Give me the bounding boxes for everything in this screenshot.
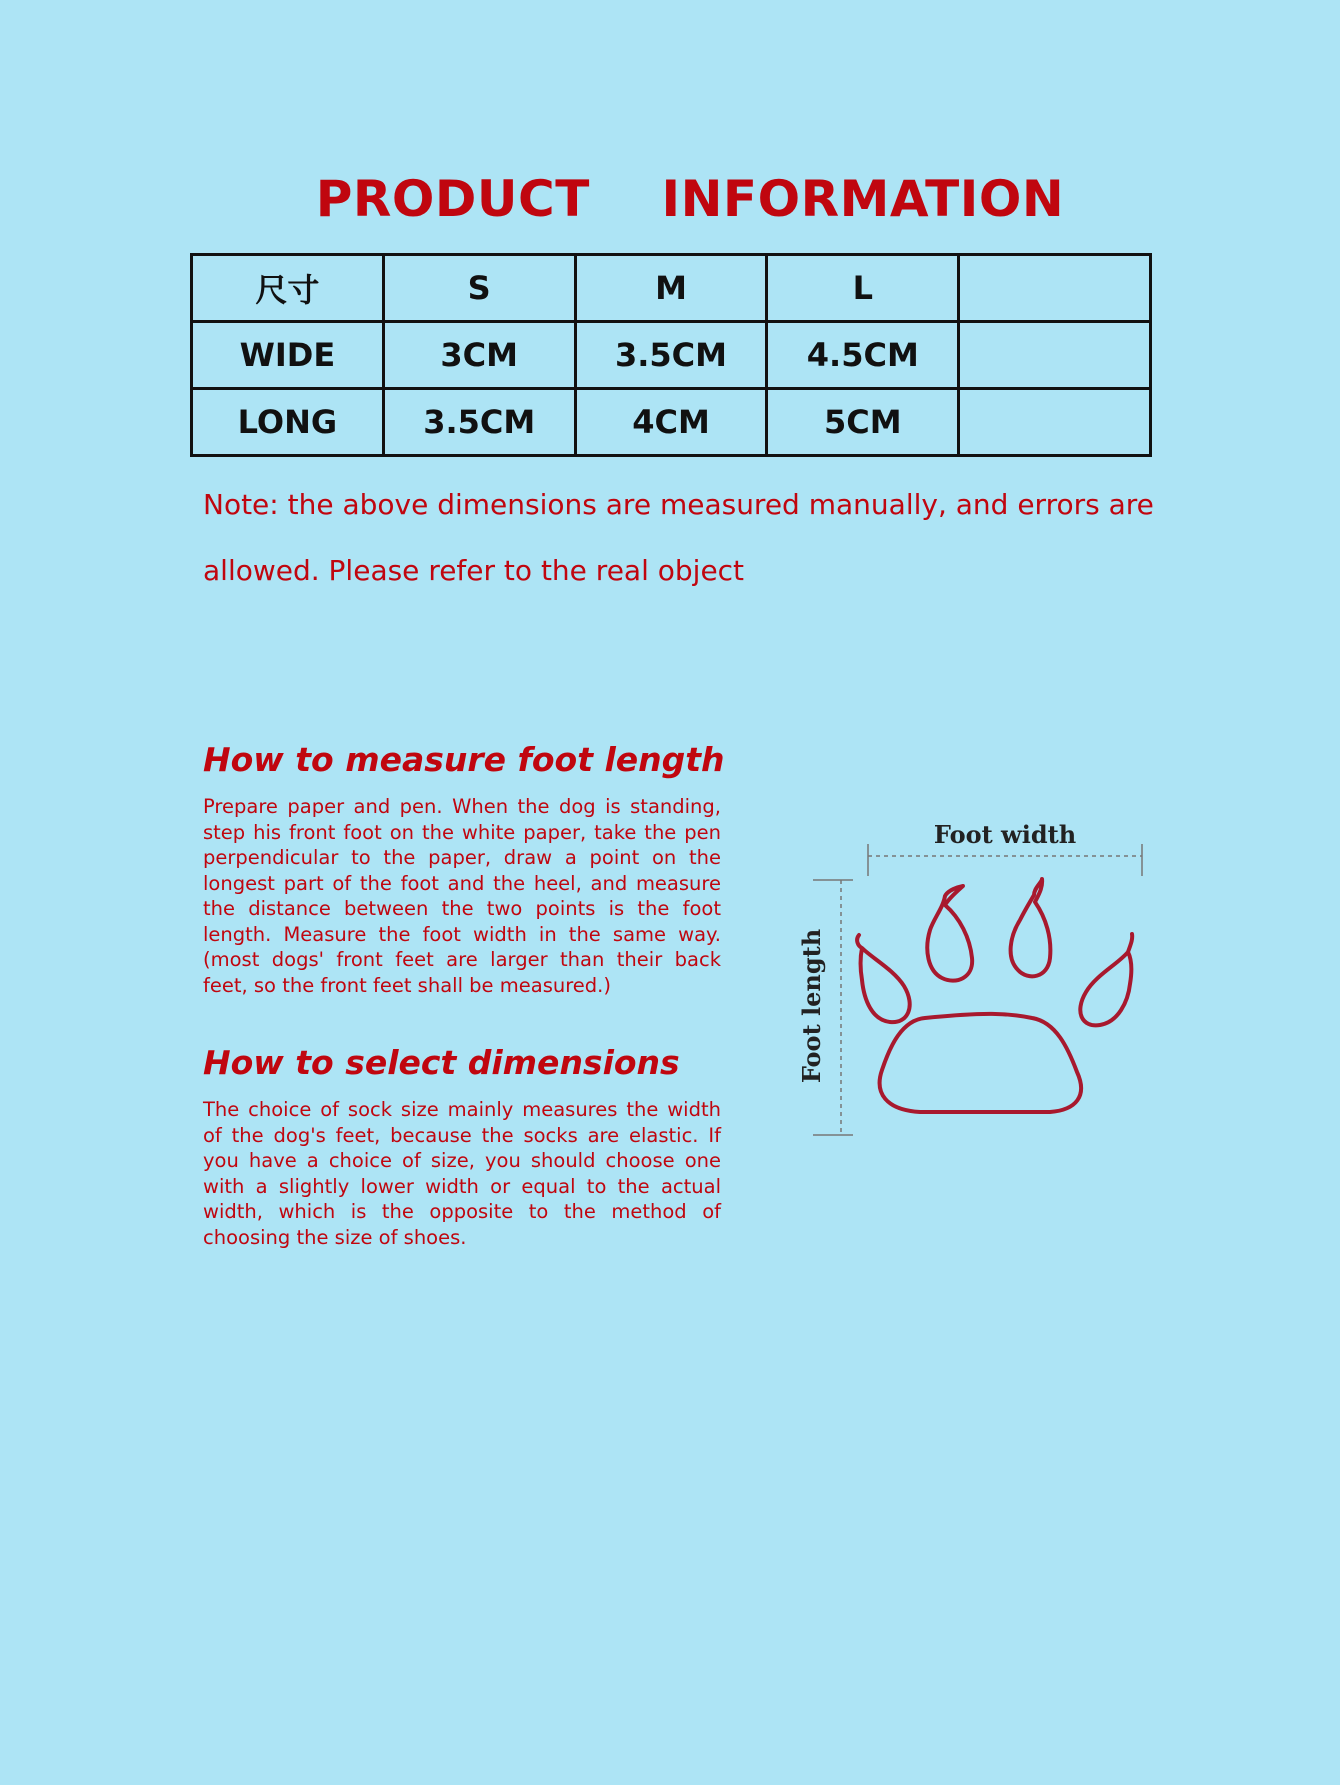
select-heading: How to select dimensions (203, 1043, 680, 1082)
table-cell: 3CM (383, 322, 575, 389)
table-header-cell: L (767, 255, 959, 322)
table-cell: WIDE (192, 322, 384, 389)
foot-width-dimension (868, 820, 1142, 876)
table-header-cell: 尺寸 (192, 255, 384, 322)
table-cell: 5CM (767, 389, 959, 456)
title-word-information: INFORMATION (661, 170, 1065, 228)
foot-length-dimension (797, 880, 853, 1135)
table-cell: 4CM (575, 389, 767, 456)
table-row-long (192, 389, 1151, 456)
table-header-cell (959, 255, 1151, 322)
note-line-2: allowed. Please refer to the real object (203, 554, 745, 587)
measurement-note (203, 472, 1163, 604)
foot-length-label: Foot length (797, 928, 826, 1084)
page-title (0, 170, 1340, 228)
table-cell: LONG (192, 389, 384, 456)
paw-measure-diagram (780, 810, 1180, 1150)
table-cell: 3.5CM (575, 322, 767, 389)
table-cell: 3.5CM (383, 389, 575, 456)
note-line-1: Note: the above dimensions are measured manually, and errors are (203, 488, 1154, 521)
table-header-cell: S (383, 255, 575, 322)
paw-print-icon (857, 879, 1132, 1112)
table-cell (959, 389, 1151, 456)
select-body: The choice of sock size mainly measures the width of the dog's feet, because the socks are elastic. If you have a choice of size, you should choose one with a slightly lower width or equal to the actual width, which is the opposite to the method of choosing the size of shoes. (203, 1098, 721, 1249)
table-cell: 4.5CM (767, 322, 959, 389)
measure-heading: How to measure foot length (203, 740, 725, 779)
title-word-product: PRODUCT (315, 170, 590, 228)
foot-width-label: Foot width (933, 820, 1077, 849)
table-row-wide (192, 322, 1151, 389)
table-cell (959, 322, 1151, 389)
table-header-cell: M (575, 255, 767, 322)
measure-body: Prepare paper and pen. When the dog is standing, step his front foot on the white paper, take the pen perpendicular to the paper, draw a point on the longest part of the foot and the heel, and measure the distance between the two points is the foot length. Measure the foot width in the same way. (most dogs' front feet are larger than their back feet, so the front feet shall be measured.) (203, 795, 721, 997)
size-table (190, 253, 1152, 457)
size-table-header-row (192, 255, 1151, 322)
